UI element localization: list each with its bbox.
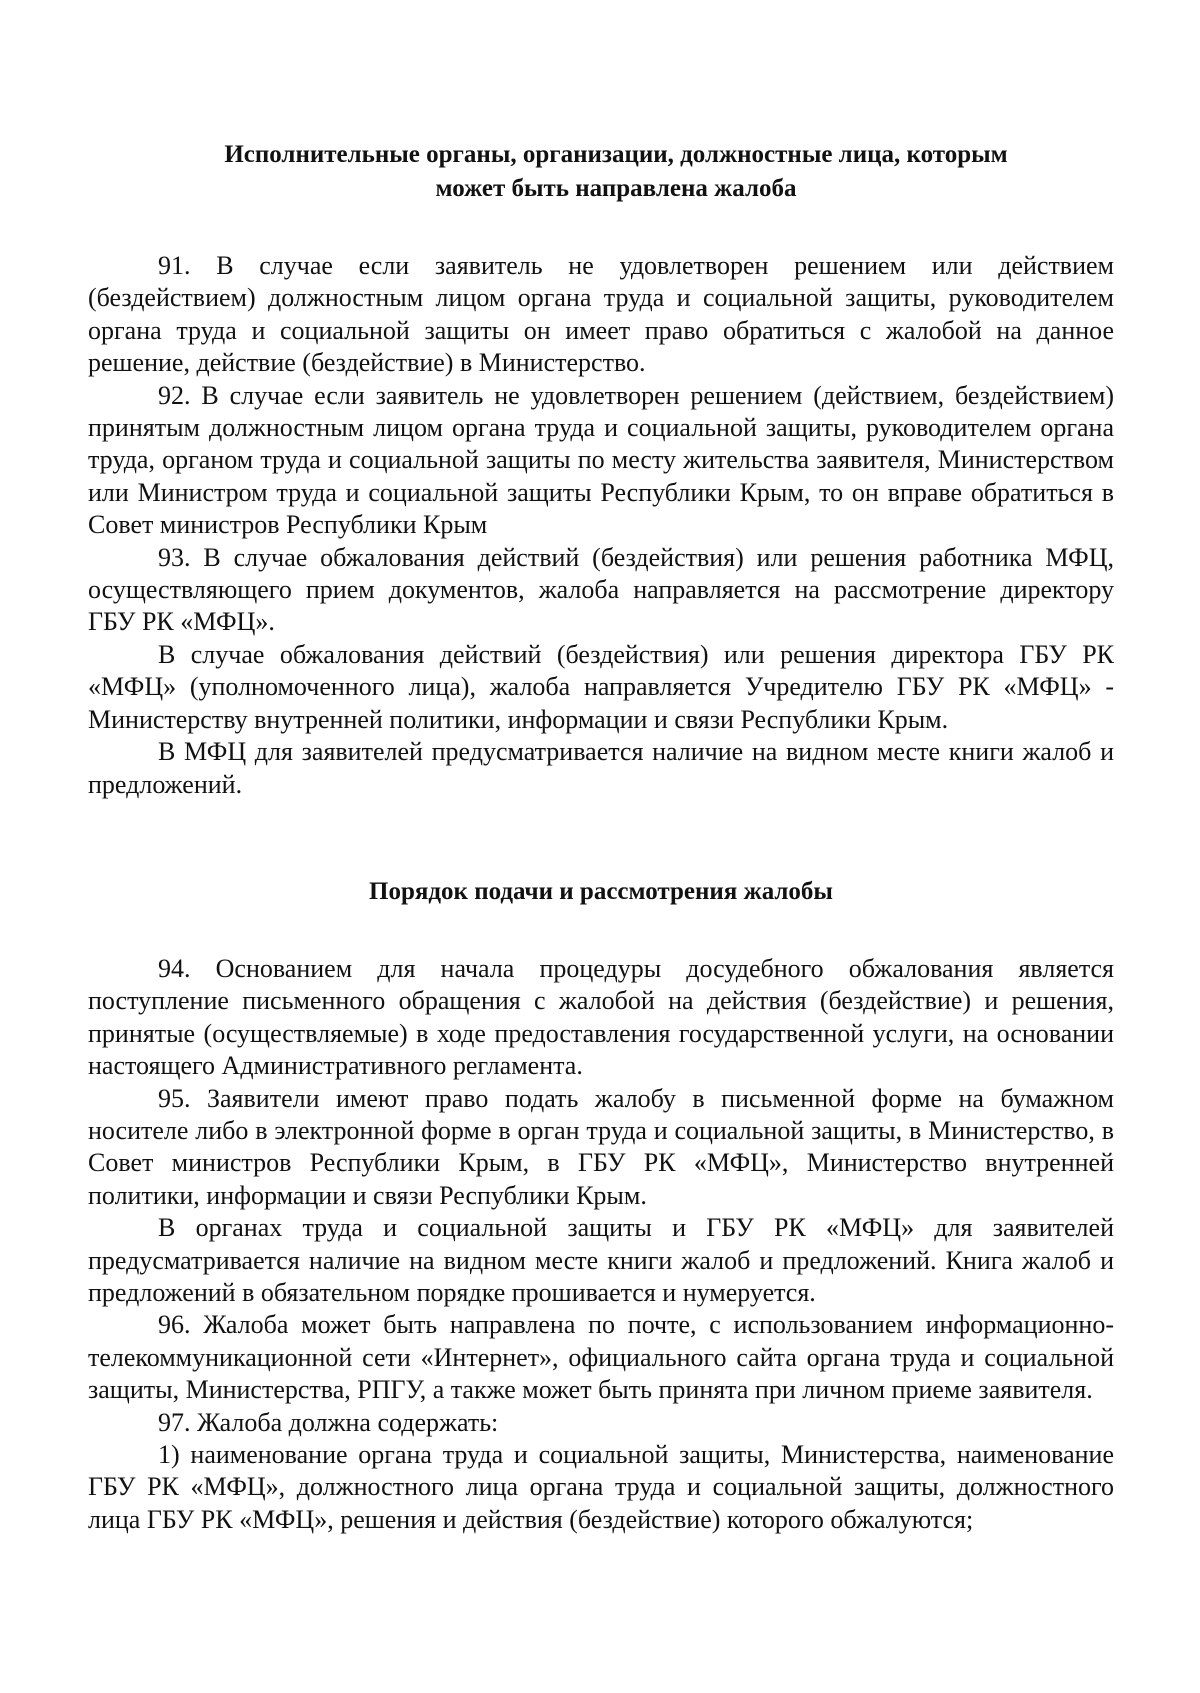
section-1-title-line-1: Исполнительные органы, организации, должностные лица, которым: [224, 141, 1008, 168]
section-2-body: [88, 953, 1114, 1536]
paragraph-97: 97. Жалоба должна содержать:: [158, 1407, 499, 1437]
section-2-title: Порядок подачи и рассмотрения жалобы: [369, 877, 833, 905]
section-1-title: [88, 138, 1114, 206]
paragraph-96: 96. Жалоба может быть направлена по почте, с использованием информационно-телекоммуникационной сети «Интернет», официального сайта органа труда и социальной защиты, Министерства, РПГУ, а также может быть принята при личном приеме заявителя.: [88, 1310, 1114, 1405]
paragraph-93-director: В случае обжалования действий (бездействия) или решения директора ГБУ РК «МФЦ» (уполномоченного лица), жалоба направляется Учредителю ГБУ РК «МФЦ» - Министерству внутренней политики, информации и связи Республики Крым.: [88, 639, 1114, 734]
spacer: [88, 909, 1114, 953]
paragraph-95: 95. Заявители имеют право подать жалобу в письменной форме на бумажном носителе либо в электронной форме в орган труда и социальной защиты, в Министерство, в Совет министров Республики Крым, в ГБУ РК «МФЦ», Министерство внутренней политики, информации и связи Республики Крым.: [88, 1083, 1114, 1210]
paragraph-93: 93. В случае обжалования действий (бездействия) или решения работника МФЦ, осуществляющего прием документов, жалоба направляется на рассмотрение директору ГБУ РК «МФЦ».: [88, 542, 1114, 637]
spacer: [88, 801, 1114, 875]
spacer: [88, 206, 1114, 250]
section-1-body: [88, 250, 1114, 801]
paragraph-95-complaint-book: В органах труда и социальной защиты и ГБУ РК «МФЦ» для заявителей предусматривается наличие на видном месте книги жалоб и предложений. Книга жалоб и предложений в обязательном порядке прошивается и нумеруется.: [88, 1213, 1114, 1307]
section-1-title-line-2: может быть направлена жалоба: [435, 175, 797, 202]
paragraph-92: 92. В случае если заявитель не удовлетворен решением (действием, бездействием) принятым должностным лицом органа труда и социальной защиты, руководителем органа труда, органом труда и социальной защиты по месту жительства заявителя, Министерством или Министром труда и социальной защиты Республики Крым, то он вправе обратиться в Совет министров Республики Крым: [88, 380, 1114, 540]
paragraph-93-complaint-book: В МФЦ для заявителей предусматривается наличие на видном месте книги жалоб и предложений.: [88, 737, 1114, 799]
paragraph-94: 94. Основанием для начала процедуры досудебного обжалования является поступление письменного обращения с жалобой на действия (бездействие) и решения, принятые (осуществляемые) в ходе предоставления государственной услуги, на основании настоящего Административного регламента.: [88, 953, 1114, 1081]
paragraph-91: 91. В случае если заявитель не удовлетворен решением или действием (бездействием) должностным лицом органа труда и социальной защиты, руководителем органа труда и социальной защиты он имеет право обратиться с жалобой на данное решение, действие (бездействие) в Министерство.: [88, 251, 1114, 378]
document-page: [88, 138, 1114, 1536]
paragraph-97-item-1: 1) наименование органа труда и социальной защиты, Министерства, наименование ГБУ РК «МФЦ», должностного лица органа труда и социальной защиты, должностного лица ГБУ РК «МФЦ», решения и действия (бездействие) которого обжалуются;: [88, 1440, 1114, 1534]
